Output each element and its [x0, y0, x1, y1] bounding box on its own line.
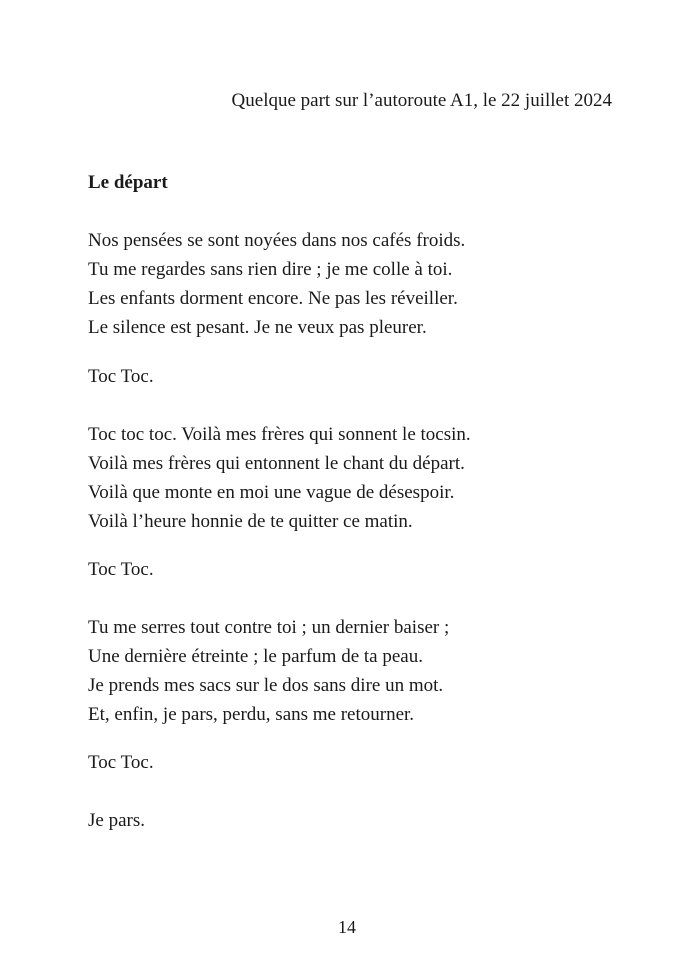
verse-line: Toc Toc.	[88, 366, 154, 387]
verse-line: Tu me regardes sans rien dire ; je me colle à toi.	[88, 259, 453, 280]
refrain	[88, 748, 154, 777]
verse-line: Nos pensées se sont noyées dans nos cafés froids.	[88, 230, 466, 251]
closing-line	[88, 806, 145, 835]
verse-line: Et, enfin, je pars, perdu, sans me retourner.	[88, 704, 415, 725]
refrain	[88, 362, 154, 391]
place-date: Quelque part sur l’autoroute A1, le 22 juillet 2024	[231, 90, 612, 111]
verse-line: Toc Toc.	[88, 752, 154, 773]
verse-line: Voilà l’heure honnie de te quitter ce matin.	[88, 511, 413, 532]
stanza-1	[88, 226, 465, 342]
verse-line: Le silence est pesant. Je ne veux pas pleurer.	[88, 317, 427, 338]
refrain	[88, 555, 154, 584]
verse-line: Je prends mes sacs sur le dos sans dire un mot.	[88, 675, 444, 696]
verse-line: Toc toc toc. Voilà mes frères qui sonnent le tocsin.	[88, 424, 471, 445]
page-number: 14	[338, 917, 356, 937]
verse-line: Les enfants dorment encore. Ne pas les réveiller.	[88, 288, 458, 309]
verse-line: Toc Toc.	[88, 559, 154, 580]
stanza-2	[88, 420, 471, 536]
verse-line: Voilà que monte en moi une vague de désespoir.	[88, 482, 455, 503]
verse-line: Tu me serres tout contre toi ; un dernier baiser ;	[88, 617, 450, 638]
verse-line: Voilà mes frères qui entonnent le chant du départ.	[88, 453, 465, 474]
stanza-3	[88, 613, 449, 729]
verse-line: Je pars.	[88, 810, 145, 831]
poem-title: Le départ	[88, 172, 168, 193]
verse-line: Une dernière étreinte ; le parfum de ta peau.	[88, 646, 423, 667]
